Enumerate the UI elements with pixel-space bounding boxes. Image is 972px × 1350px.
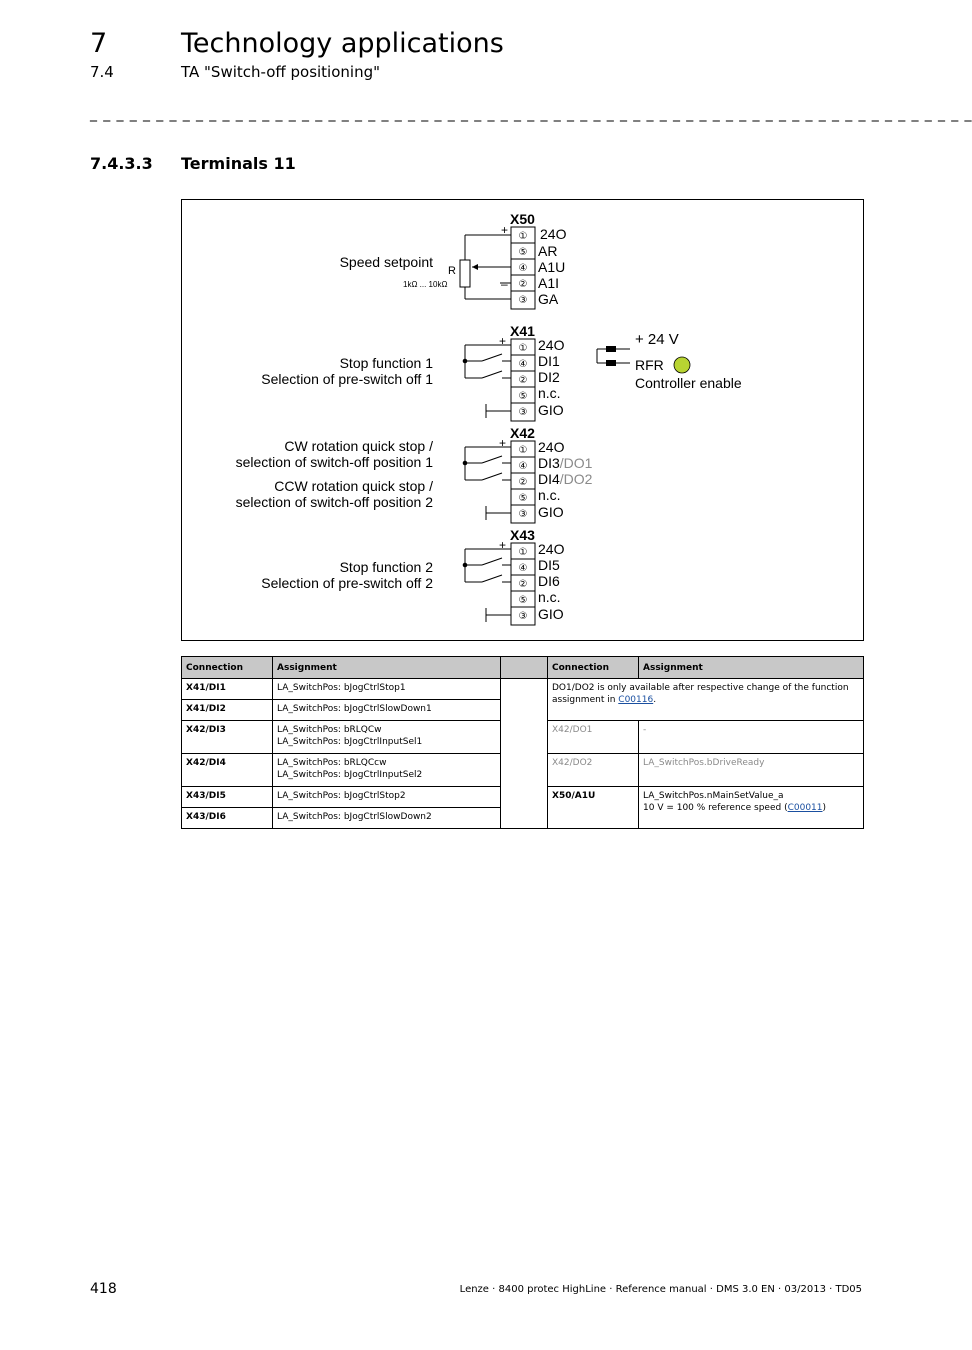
x41-plus: + — [499, 334, 507, 348]
col-assignment-2: Assignment — [639, 657, 864, 679]
controller-enable-led — [674, 357, 690, 373]
page-number: 418 — [90, 1281, 117, 1297]
x41-label: X41 — [510, 323, 535, 339]
pin-glyph: ⑤ — [518, 493, 528, 504]
cell-connection-2: X50/A1U — [548, 787, 639, 829]
footer-text: Lenze · 8400 protec HighLine · Reference manual · DMS 3.0 EN · 03/2013 · TD05 — [459, 1284, 862, 1295]
x50-label: X50 — [510, 211, 535, 227]
x41-pin-di2: DI2 — [538, 369, 560, 385]
cell-assignment: LA_SwitchPos: bRLQCcw LA_SwitchPos: bJogCtrlInputSel2 — [273, 754, 501, 787]
resistor-label: R — [448, 265, 456, 277]
x41-pin-gio: GIO — [538, 402, 564, 418]
cell-spacer — [501, 679, 548, 829]
cell-assignment: LA_SwitchPos: bRLQCw LA_SwitchPos: bJogCtrlInputSel1 — [273, 721, 501, 754]
cell-connection: X43/DI5 — [182, 787, 273, 808]
pin-glyph: ③ — [518, 509, 528, 520]
switch-off-pos-2-label: selection of switch-off position 2 — [235, 494, 433, 510]
pin-glyph: ③ — [518, 611, 528, 622]
chapter-number: 7 — [90, 28, 108, 59]
section-title: TA "Switch-off positioning" — [181, 63, 380, 81]
ccw-quick-stop-label: CCW rotation quick stop / — [274, 478, 433, 494]
pin-glyph: ② — [518, 279, 528, 290]
stop-function-2-label: Stop function 2 — [339, 559, 433, 575]
pin-glyph: ② — [518, 375, 528, 386]
col-assignment: Assignment — [273, 657, 501, 679]
cell-connection: X41/DI1 — [182, 679, 273, 700]
pin-glyph: ④ — [518, 461, 528, 472]
x42-pin-gio: GIO — [538, 504, 564, 520]
pin-glyph: ① — [518, 343, 528, 354]
cell-assignment-2: LA_SwitchPos.nMainSetValue_a 10 V = 100 % reference speed (C00011) — [639, 787, 864, 829]
x42-plus: + — [499, 436, 507, 450]
x41-pin-nc: n.c. — [538, 385, 561, 401]
cell-connection-2: X42/DO2 — [548, 754, 639, 787]
controller-enable-label: Controller enable — [635, 375, 742, 391]
col-spacer — [501, 657, 548, 679]
pin-glyph: ④ — [518, 263, 528, 274]
terminal-diagram — [181, 199, 864, 641]
cell-assignment: LA_SwitchPos: bJogCtrlStop2 — [273, 787, 501, 808]
cell-assignment: LA_SwitchPos: bJogCtrlStop1 — [273, 679, 501, 700]
cell-assignment: LA_SwitchPos: bJogCtrlSlowDown1 — [273, 700, 501, 721]
cell-connection: X43/DI6 — [182, 808, 273, 829]
x43-label: X43 — [510, 527, 535, 543]
x41-pin-24o: 24O — [538, 337, 565, 353]
x42-pin-di4: DI4/DO2 — [538, 471, 593, 487]
cell-assignment: LA_SwitchPos: bJogCtrlSlowDown2 — [273, 808, 501, 829]
x42-pin-24o: 24O — [538, 439, 565, 455]
col-connection: Connection — [182, 657, 273, 679]
cell-connection: X42/DI3 — [182, 721, 273, 754]
x50-pin-a1u: A1U — [538, 259, 566, 275]
x43-pin-gio: GIO — [538, 606, 564, 622]
table-row — [182, 679, 864, 700]
plus-24v-label: + 24 V — [635, 331, 679, 348]
subsection-title: Terminals 11 — [181, 154, 296, 173]
x43-pin-24o: 24O — [538, 541, 565, 557]
pre-switch-off-2-label: Selection of pre-switch off 2 — [261, 575, 433, 591]
subsection-number: 7.4.3.3 — [90, 154, 153, 173]
chapter-title: Technology applications — [181, 28, 504, 59]
x50-minus: – — [501, 277, 508, 291]
x43-plus: + — [499, 538, 507, 552]
pre-switch-off-1-label: Selection of pre-switch off 1 — [261, 371, 433, 387]
cell-assignment-2: - — [639, 721, 864, 754]
cell-connection: X42/DI4 — [182, 754, 273, 787]
pin-glyph: ⑤ — [518, 247, 528, 258]
x43-pin-di5: DI5 — [538, 557, 560, 573]
x50-pin-ar: AR — [538, 243, 558, 259]
potentiometer — [460, 260, 470, 287]
x41-pin-di1: DI1 — [538, 353, 560, 369]
switch-off-pos-1-label: selection of switch-off position 1 — [235, 454, 433, 470]
pin-glyph: ④ — [518, 359, 528, 370]
pin-glyph: ⑤ — [518, 595, 528, 606]
section-number: 7.4 — [90, 63, 114, 81]
link-c00116[interactable]: C00116 — [618, 695, 654, 705]
speed-setpoint-label: Speed setpoint — [339, 254, 433, 270]
cell-assignment-2: LA_SwitchPos.bDriveReady — [639, 754, 864, 787]
wiring-svg — [182, 200, 863, 640]
x42-pin-di3: DI3/DO1 — [538, 455, 593, 471]
pin-glyph: ② — [518, 579, 528, 590]
stop-function-1-label: Stop function 1 — [339, 355, 433, 371]
x43-pin-nc: n.c. — [538, 589, 561, 605]
pin-glyph: ④ — [518, 563, 528, 574]
pin-glyph: ③ — [518, 295, 528, 306]
pin-glyph: ① — [518, 231, 528, 242]
rfr-label: RFR — [635, 357, 664, 373]
x50-pin-24o: 24O — [540, 226, 567, 242]
x42-pin-nc: n.c. — [538, 487, 561, 503]
x42-label: X42 — [510, 425, 535, 441]
pin-glyph: ③ — [518, 407, 528, 418]
pin-glyph: ① — [518, 445, 528, 456]
table-header-row — [182, 657, 864, 679]
cell-connection-2: X42/DO1 — [548, 721, 639, 754]
link-c00011[interactable]: C00011 — [787, 803, 823, 813]
header-divider: _ _ _ _ _ _ _ _ _ _ _ _ _ _ _ _ _ _ _ _ _ _ _ _ _ _ _ _ _ _ _ _ _ _ _ _ _ _ _ _ _ _ _ _ _ _ _ _ _ _ _ _ _ _ _ _ _ _ _ _ _ _ _ _ _ _ _ — [90, 106, 972, 122]
pin-glyph: ① — [518, 547, 528, 558]
assignment-table — [181, 656, 864, 829]
x50-pin-ga: GA — [538, 291, 559, 307]
col-connection-2: Connection — [548, 657, 639, 679]
pin-glyph: ⑤ — [518, 391, 528, 402]
x43-pin-di6: DI6 — [538, 573, 560, 589]
resistor-range: 1kΩ ... 10kΩ — [403, 280, 448, 289]
cell-connection: X41/DI2 — [182, 700, 273, 721]
cell-note: DO1/DO2 is only available after respective change of the function assignment in C00116. — [548, 679, 864, 721]
cw-quick-stop-label: CW rotation quick stop / — [284, 438, 433, 454]
x50-plus: + — [501, 223, 509, 237]
pin-glyph: ② — [518, 477, 528, 488]
x50-pin-a1i: A1I — [538, 275, 560, 291]
